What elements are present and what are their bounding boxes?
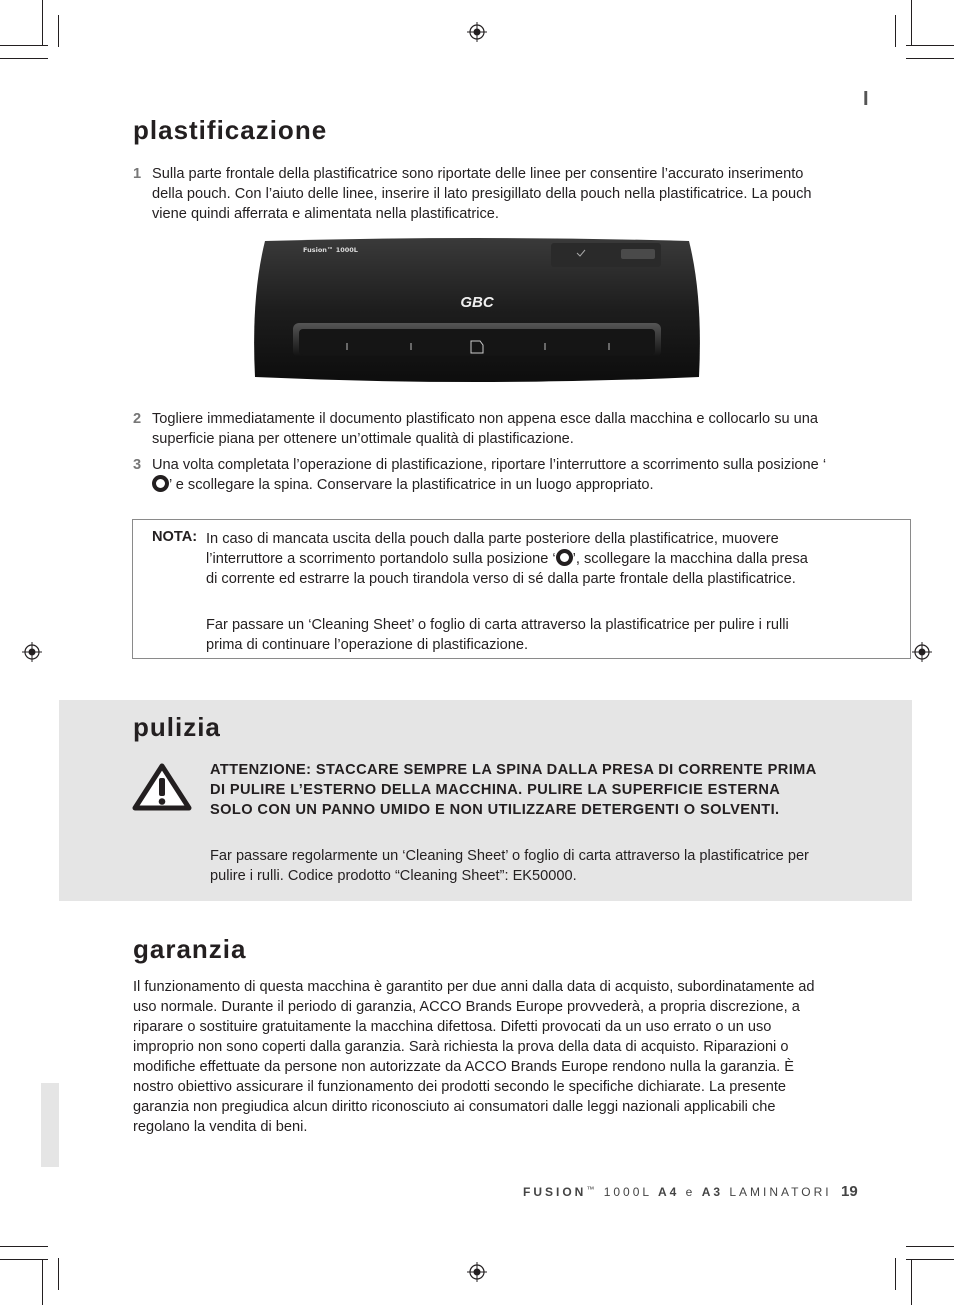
crop-mark xyxy=(895,1258,896,1290)
step-text: Una volta completata l’operazione di plastificazione, riportare l’interruttore a scorrimento sulla posizione ‘ xyxy=(152,457,827,473)
crop-mark xyxy=(0,58,48,59)
step-text: Sulla parte frontale della plastificatrice sono riportate delle linee per consentire l’accurato inserimento della pouch. Con l’aiuto delle linee, inserire il lato presigillato della pouch nella plastificatrice. La pouch viene quindi afferrata e alimentata nella plastificatrice. xyxy=(152,166,812,222)
note-text: Far passare un ‘Cleaning Sheet’ o foglio di carta attraverso la plastificatrice per pulire i rulli prima di continuare l’operazione di plastificazione. xyxy=(206,617,789,653)
registration-mark-icon xyxy=(467,22,487,42)
step-number: 1 xyxy=(133,166,142,182)
crop-mark xyxy=(906,1246,954,1247)
crop-mark xyxy=(58,15,59,47)
registration-mark-icon xyxy=(22,642,42,662)
crop-mark xyxy=(42,0,43,46)
section-title-garanzia: garanzia xyxy=(133,934,247,964)
warranty-text: Il funzionamento di questa macchina è garantito per due anni dalla data di acquisto, subordinatamente ad uso normale. Durante il periodo di garanzia, ACCO Brands Europe provvederà, a propria discrezione, a riparare o sostituire gratuitamente la macchina difettosa. Difetti provocati da un uso errato o un uso improprio non sono coperti dalla garanzia. Sarà richiesta la prova della data di acquisto. Riparazioni o modifiche effettuate da persone non autorizzate da ACCO Brands Europe rendono nulla la garanzia. È nostro obiettivo assicurare il funzionamento dei prodotti secondo le specifiche dichiarate. La presente garanzia non pregiudica alcun diritto riconosciuto ai consumatori dalle leggi nazionali applicabili che regolano la vendita di beni. xyxy=(133,979,815,1135)
page-number: 19 xyxy=(841,1183,858,1200)
step-text: Togliere immediatamente il documento plastificato non appena esce dalla macchina e collocarlo su una superficie piana per ottenere un’ottimale qualità di plastificazione. xyxy=(152,411,819,447)
crop-mark xyxy=(906,58,954,59)
crop-mark xyxy=(895,15,896,47)
crop-mark xyxy=(911,1259,912,1305)
step-number: 2 xyxy=(133,411,142,427)
cleaning-text: Far passare regolarmente un ‘Cleaning Sheet’ o foglio di carta attraverso la plastificatrice per pulire i rulli. Codice prodotto “Cleaning Sheet”: EK50000. xyxy=(210,848,809,884)
crop-mark xyxy=(906,1259,954,1260)
step-text: ’ e scollegare la spina. Conservare la plastificatrice in un luogo appropriato. xyxy=(169,477,654,493)
brand-logo-text: GBC xyxy=(460,294,494,311)
section-title-plastificazione: plastificazione xyxy=(133,115,328,145)
note-box xyxy=(132,519,911,659)
registration-mark-icon xyxy=(467,1262,487,1282)
crop-mark xyxy=(906,45,954,46)
language-tab: I xyxy=(863,88,869,110)
note-text: In caso di mancata uscita della pouch dalla parte posteriore della plastificatrice, muovere l’interruttore a scorrimento portandolo sulla posizione ‘ ’, scollegare la macchina dalla presa di corrente ed estrarre la pouch tirandola verso di sé dalla parte frontale della plastificatrice. xyxy=(206,531,808,587)
off-position-icon xyxy=(556,549,573,566)
note-label: NOTA: xyxy=(152,529,198,545)
laminator-model-label: Fusion™ 1000L xyxy=(303,246,358,254)
registration-mark-icon xyxy=(912,642,932,662)
crop-mark xyxy=(0,1246,48,1247)
warning-text: ATTENZIONE: STACCARE SEMPRE LA SPINA DALLA PRESA DI CORRENTE PRIMA DI PULIRE L’ESTERNO DELLA MACCHINA. PULIRE LA SUPERFICIE ESTERNA SOLO CON UN PANNO UMIDO E NON UTILIZZARE DETERGENTI O SOLVENTI. xyxy=(210,762,817,818)
crop-mark xyxy=(58,1258,59,1290)
step-number: 3 xyxy=(133,457,142,473)
side-tab-bar xyxy=(41,1083,59,1167)
crop-mark xyxy=(42,1259,43,1305)
footer-text: FUSION™ 1000L A4 e A3 LAMINATORI xyxy=(523,1185,832,1199)
crop-mark xyxy=(0,45,48,46)
section-title-pulizia: pulizia xyxy=(133,712,221,742)
laminator-image xyxy=(251,237,703,383)
off-position-icon xyxy=(152,475,169,492)
crop-mark xyxy=(0,1259,48,1260)
warning-icon xyxy=(131,762,193,812)
crop-mark xyxy=(911,0,912,46)
